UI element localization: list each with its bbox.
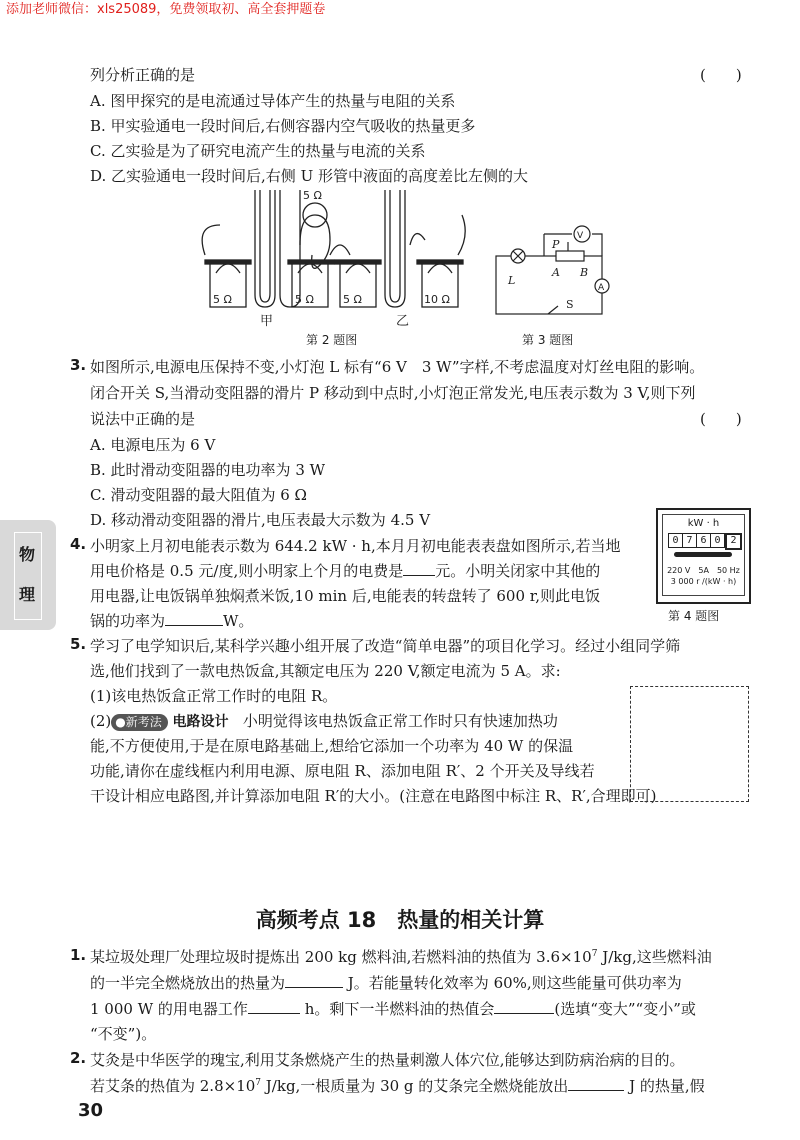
meter-digit: 7 bbox=[683, 533, 697, 548]
meter-unit: kW · h bbox=[687, 518, 720, 529]
s1-line-3 bbox=[90, 998, 696, 1019]
q5-sub-2-label: 电路设计 bbox=[172, 714, 229, 730]
q2-answer-paren: ( ) bbox=[700, 66, 742, 84]
s1-number: 1. bbox=[70, 946, 87, 964]
q3-line-1: 如图所示,电源电压保持不变,小灯泡 L 标有“6 V 3 W”字样,不考虑温度对灯丝电阻的影响。 bbox=[90, 358, 705, 376]
s2-number: 2. bbox=[70, 1049, 87, 1067]
s1-line-2-a: 的一半完全燃烧放出的热量为 bbox=[90, 974, 286, 992]
figure-4-caption: 第 4 题图 bbox=[668, 609, 720, 623]
figure-3-circuit bbox=[488, 220, 612, 320]
q5-sub-1: (1)该电热饭盒正常工作时的电阻 R。 bbox=[90, 687, 338, 705]
s2-line-2-c: J 的热量,假 bbox=[629, 1077, 705, 1095]
q3-line-2: 闭合开关 S,当滑动变阻器的滑片 P 移动到中点时,小灯泡正常发光,电压表示数为 3 V,则下列 bbox=[90, 384, 696, 402]
fig3-label-P: P bbox=[552, 238, 560, 251]
s1-time-blank[interactable] bbox=[248, 999, 300, 1014]
s1-line-4: “不变”)。 bbox=[90, 1025, 157, 1043]
q5-line-2: 选,他们找到了一款电热饭盒,其额定电压为 220 V,额定电流为 5 A。求: bbox=[90, 662, 561, 680]
meter-digit: 0 bbox=[711, 533, 725, 548]
fig3-voltmeter-label: V bbox=[577, 231, 584, 241]
q3-option-b: B. 此时滑动变阻器的电功率为 3 W bbox=[90, 461, 326, 479]
subject-side-tab bbox=[0, 520, 56, 630]
q2-option-b: B. 甲实验通电一段时间后,右侧容器内空气吸收的热量更多 bbox=[90, 117, 476, 135]
meter-spec-1: 220 V 5A 50 Hz bbox=[667, 566, 740, 575]
fig3-label-S: S bbox=[566, 298, 574, 311]
q5-sub-2-line-1 bbox=[90, 710, 558, 731]
q4-line-4-a: 锅的功率为 bbox=[90, 612, 166, 630]
fig3-ammeter-label: A bbox=[598, 283, 605, 293]
q5-sub-2-line-4: 干设计相应电路图,并计算添加电阻 R′的大小。(注意在电路图中标注 R、R′,合理即可) bbox=[90, 787, 657, 805]
q5-sub-2-text: 小明觉得该电热饭盒正常工作时只有快速加热功 bbox=[242, 712, 558, 730]
meter-disc bbox=[674, 552, 732, 557]
s2-heat-blank[interactable] bbox=[568, 1076, 624, 1091]
q5-sub-2-line-2: 能,不方便使用,于是在原电路基础上,想给它添加一个功率为 40 W 的保温 bbox=[90, 737, 574, 755]
meter-spec-2: 3 000 r /(kW · h) bbox=[670, 577, 737, 586]
fig3-label-B: B bbox=[580, 266, 589, 279]
q4-power-blank[interactable] bbox=[165, 611, 223, 626]
q3-option-a: A. 电源电压为 6 V bbox=[90, 436, 216, 454]
q2-option-c: C. 乙实验是为了研究电流产生的热量与电流的关系 bbox=[90, 142, 426, 160]
q4-line-2 bbox=[90, 560, 600, 581]
s1-line-2 bbox=[90, 972, 682, 993]
fig2-r-left: 5 Ω bbox=[213, 293, 232, 306]
fig2-r-mid: 5 Ω bbox=[295, 293, 314, 306]
fig2-r-yi-left: 5 Ω bbox=[343, 293, 362, 306]
s1-line-1-a: 某垃圾处理厂处理垃圾时提炼出 200 kg 燃料油,若燃料油的热值为 3.6×10 bbox=[90, 948, 592, 966]
fig2-r-top: 5 Ω bbox=[303, 189, 322, 202]
s1-line-1 bbox=[90, 946, 712, 967]
s1-line-3-b: h。剩下一半燃料油的热值会 bbox=[304, 1000, 495, 1018]
q4-bill-blank[interactable] bbox=[403, 561, 435, 576]
q3-option-d: D. 移动滑动变阻器的滑片,电压表最大示数为 4.5 V bbox=[90, 511, 431, 529]
q2-stem: 列分析正确的是 bbox=[90, 66, 196, 84]
figure-2-caption: 第 2 题图 bbox=[306, 333, 358, 347]
q4-line-2-b: 元。小明关闭家中其他的 bbox=[435, 562, 601, 580]
q4-line-2-a: 用电价格是 0.5 元/度,则小明家上个月的电费是 bbox=[90, 562, 404, 580]
q3-line-3: 说法中正确的是 bbox=[90, 410, 196, 428]
watermark-banner: 添加老师微信：xls25089，免费领取初、高全套押题卷 bbox=[0, 0, 331, 20]
s1-line-1-b: J/kg,这些燃料油 bbox=[597, 948, 712, 966]
s1-line-2-b: J。若能量转化效率为 60%,则这些能量可供功率为 bbox=[347, 974, 682, 992]
new-exam-tag: ●新考法 bbox=[111, 714, 168, 731]
q4-line-3: 用电器,让电饭锅单独焖煮米饭,10 min 后,电能表的转盘转了 600 r,则此电饭 bbox=[90, 587, 601, 605]
q4-line-4-b: W。 bbox=[223, 612, 254, 630]
fig2-label-jia: 甲 bbox=[260, 314, 274, 329]
meter-digit-decimal: 2 bbox=[725, 533, 742, 550]
s1-heat-value-blank[interactable] bbox=[494, 999, 554, 1014]
s2-line-2-b: J/kg,一根质量为 30 g 的艾条完全燃烧能放出 bbox=[261, 1077, 569, 1095]
side-tab-char-1: 物 bbox=[19, 545, 36, 564]
q5-number: 5. bbox=[70, 635, 87, 653]
page-number: 30 bbox=[78, 1100, 104, 1121]
s1-line-3-a: 1 000 W 的用电器工作 bbox=[90, 1000, 248, 1018]
fig3-label-A: A bbox=[552, 266, 560, 279]
s2-line-2 bbox=[90, 1075, 705, 1096]
q2-option-d: D. 乙实验通电一段时间后,右侧 U 形管中液面的高度差比左侧的大 bbox=[90, 167, 528, 185]
q5-line-1: 学习了电学知识后,某科学兴趣小组开展了改造“简单电器”的项目化学习。经过小组同学筛 bbox=[90, 637, 681, 655]
fig2-r-yi-right: 10 Ω bbox=[424, 293, 450, 306]
q4-line-1: 小明家上月初电能表示数为 644.2 kW · h,本月月初电能表表盘如图所示,若当地 bbox=[90, 537, 621, 555]
meter-digits bbox=[668, 533, 742, 550]
figure-3-caption: 第 3 题图 bbox=[522, 333, 574, 347]
meter-digit: 0 bbox=[668, 533, 683, 548]
q5-sub-2-line-3: 功能,请你在虚线框内利用电源、原电阻 R、添加电阻 R′、2 个开关及导线若 bbox=[90, 762, 595, 780]
fig3-label-L: L bbox=[508, 274, 516, 287]
meter-digit: 6 bbox=[697, 533, 711, 548]
s1-line-1-exp: 7 bbox=[591, 949, 598, 959]
q3-answer-paren: ( ) bbox=[700, 410, 742, 428]
s2-line-1: 艾灸是中华医学的瑰宝,利用艾条燃烧产生的热量刺激人体穴位,能够达到防病治病的目的。 bbox=[90, 1051, 685, 1069]
fig2-label-yi: 乙 bbox=[396, 314, 410, 329]
section-title: 高频考点 18 热量的相关计算 bbox=[255, 908, 545, 932]
s1-line-3-c: (选填“变大”“变小”或 bbox=[554, 1000, 696, 1018]
q3-option-c: C. 滑动变阻器的最大阻值为 6 Ω bbox=[90, 486, 307, 504]
q4-number: 4. bbox=[70, 535, 87, 553]
circuit-answer-box[interactable] bbox=[630, 686, 749, 802]
q5-sub-2-prefix: (2) bbox=[90, 712, 112, 730]
side-tab-char-2: 理 bbox=[19, 585, 36, 604]
q3-number: 3. bbox=[70, 356, 87, 374]
s1-heat-blank[interactable] bbox=[285, 973, 343, 988]
s2-line-2-a: 若艾条的热值为 2.8×10 bbox=[90, 1077, 256, 1095]
q2-option-a: A. 图甲探究的是电流通过导体产生的热量与电阻的关系 bbox=[90, 92, 456, 110]
new-exam-tag-label: 新考法 bbox=[125, 715, 162, 729]
figure-2-diagram bbox=[200, 185, 470, 345]
figure-4-meter bbox=[656, 508, 751, 604]
s2-line-2-exp: 7 bbox=[255, 1078, 262, 1088]
q4-line-4 bbox=[90, 610, 253, 631]
